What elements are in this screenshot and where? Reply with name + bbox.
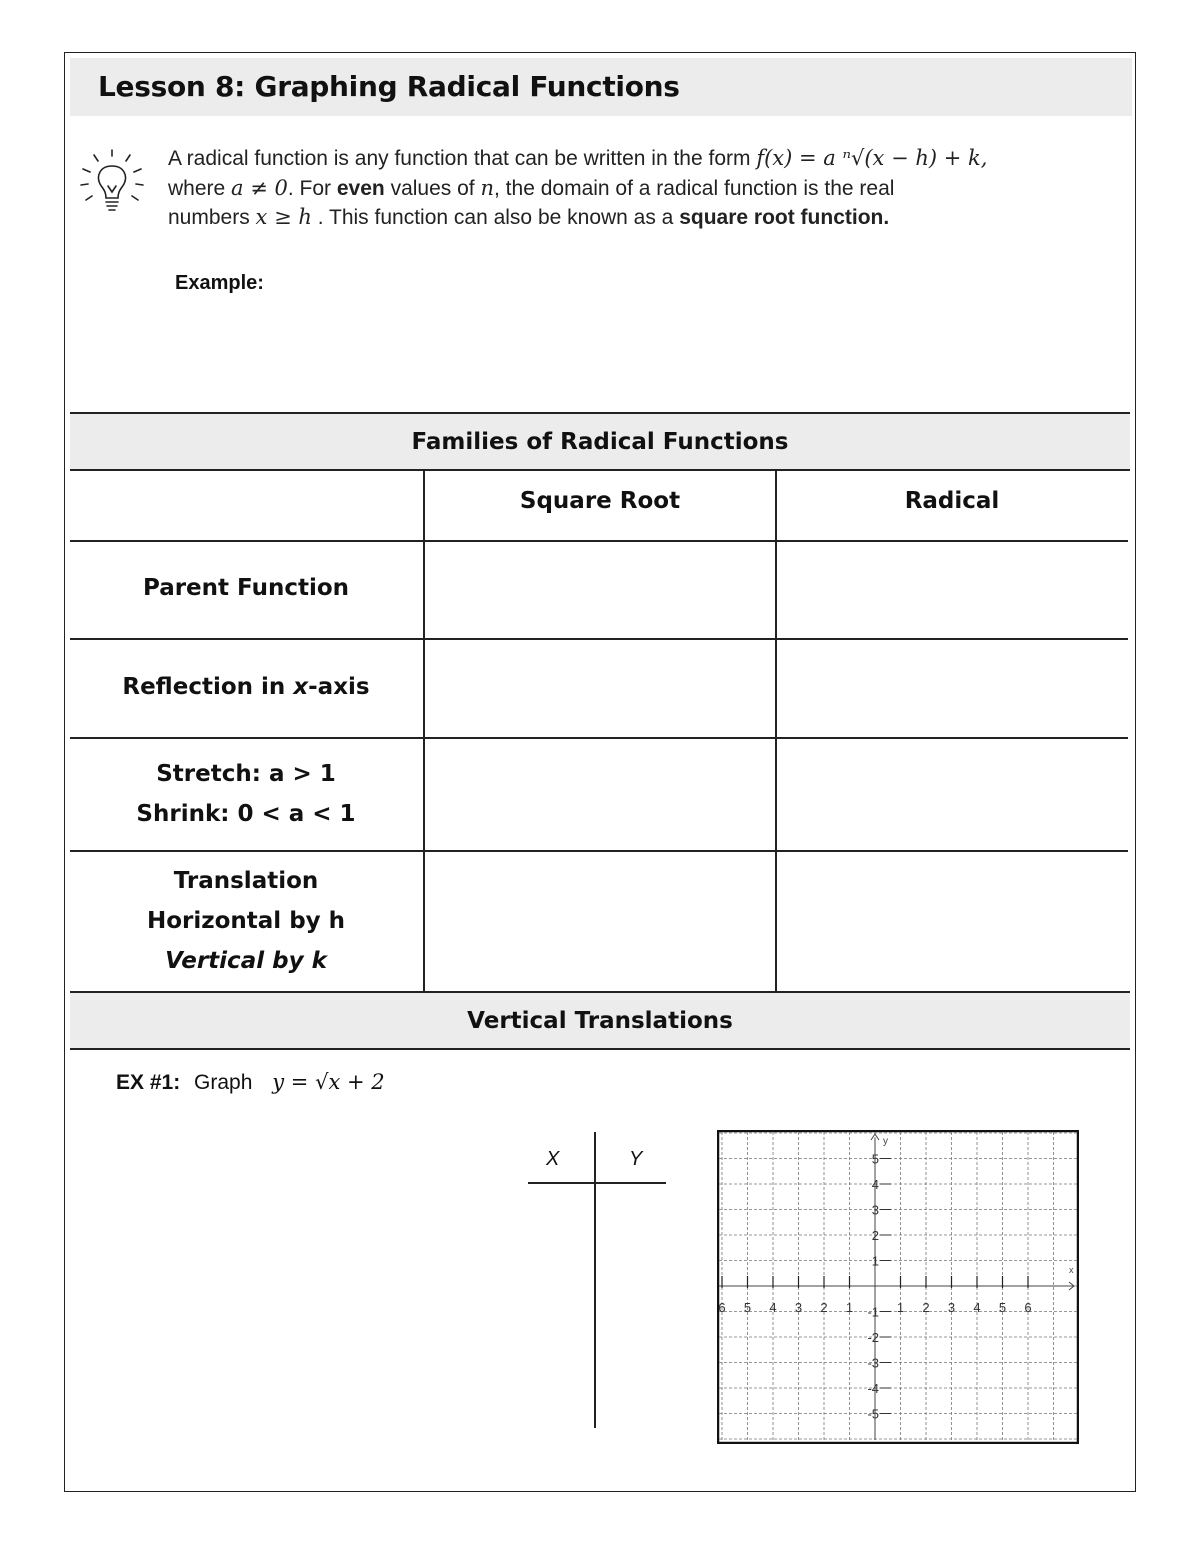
- table-divider: [70, 737, 1128, 739]
- y-axis-label: y: [883, 1136, 888, 1147]
- x-tick-label: 4: [973, 1300, 981, 1315]
- x-tick-label: 6: [1024, 1300, 1032, 1315]
- x-tick-label: 4: [769, 1300, 777, 1315]
- grid-border: [718, 1131, 1078, 1443]
- x-tick-label: 2: [820, 1300, 828, 1315]
- families-table-title: Families of Radical Functions: [70, 412, 1130, 471]
- y-tick-label: 1: [871, 1253, 879, 1269]
- t-chart-x-header: X: [546, 1148, 560, 1170]
- example-1: [116, 1070, 385, 1095]
- x-axis-label: x: [1069, 1265, 1074, 1275]
- y-tick-label: 3: [871, 1202, 879, 1218]
- y-tick-label: -4: [867, 1381, 879, 1396]
- y-tick-label: -1: [867, 1304, 879, 1320]
- example-1-prompt: Graph: [194, 1071, 253, 1094]
- coordinate-grid[interactable]: [717, 1130, 1079, 1444]
- vertical-translations-title: Vertical Translations: [70, 991, 1130, 1050]
- t-chart-horizontal-line: [528, 1182, 666, 1184]
- definition-paragraph: [168, 144, 1128, 233]
- example-1-formula: y = √x + 2: [272, 1070, 385, 1094]
- definition-line-1: A radical function is any function that can be written in the form f(x) = a ⁿ√(x − h) + k,: [168, 146, 988, 170]
- y-tick-label: -5: [867, 1406, 879, 1422]
- y-tick-label: 5: [871, 1151, 879, 1167]
- y-tick-label: 2: [871, 1228, 879, 1243]
- table-divider: [70, 540, 1128, 542]
- horizontal-label: Horizontal by h: [146, 908, 346, 934]
- x-tick-label: 1: [896, 1300, 905, 1315]
- t-chart-vertical-line: [594, 1132, 596, 1428]
- table-divider: [423, 470, 425, 992]
- x-tick-label: 3: [947, 1300, 956, 1315]
- definition-line-3: numbers x ≥ h . This function can also be known as a square root function.: [168, 205, 890, 229]
- t-chart-y-header: Y: [629, 1148, 643, 1170]
- general-form-formula: f(x) = a ⁿ√(x − h) + k,: [756, 146, 988, 170]
- row-label-stretch-shrink: [70, 754, 422, 834]
- column-header-square-root: Square Root: [519, 488, 681, 514]
- definition-line-2: where a ≠ 0. For even values of n, the domain of a radical function is the real: [168, 175, 895, 200]
- table-divider: [70, 850, 1128, 852]
- stretch-label: Stretch: a > 1: [156, 761, 336, 787]
- row-label-reflection: Reflection in x-axis: [122, 674, 370, 700]
- example-1-label: EX #1:: [116, 1071, 181, 1094]
- x-tick-label: 5: [998, 1300, 1007, 1315]
- x-tick-label: 2: [922, 1300, 930, 1315]
- vertical-label: Vertical by k: [165, 948, 327, 974]
- y-tick-label: -2: [867, 1330, 879, 1345]
- x-tick-label: 3: [794, 1300, 803, 1315]
- shrink-label: Shrink: 0 < a < 1: [136, 801, 356, 827]
- row-label-parent-function: Parent Function: [142, 575, 350, 601]
- table-divider: [775, 470, 777, 992]
- example-label: Example:: [175, 272, 264, 294]
- x-tick-label: 6: [718, 1300, 726, 1315]
- y-tick-label: 4: [871, 1177, 879, 1192]
- y-tick-label: -3: [867, 1355, 879, 1371]
- table-divider: [70, 638, 1128, 640]
- x-tick-label: 5: [743, 1300, 752, 1315]
- x-tick-label: 1: [845, 1300, 854, 1315]
- translation-label: Translation: [173, 868, 319, 894]
- column-header-radical: Radical: [904, 488, 1000, 514]
- row-label-translation: [70, 861, 422, 981]
- lesson-title: Lesson 8: Graphing Radical Functions: [98, 70, 680, 103]
- lightbulb-icon: [76, 146, 148, 226]
